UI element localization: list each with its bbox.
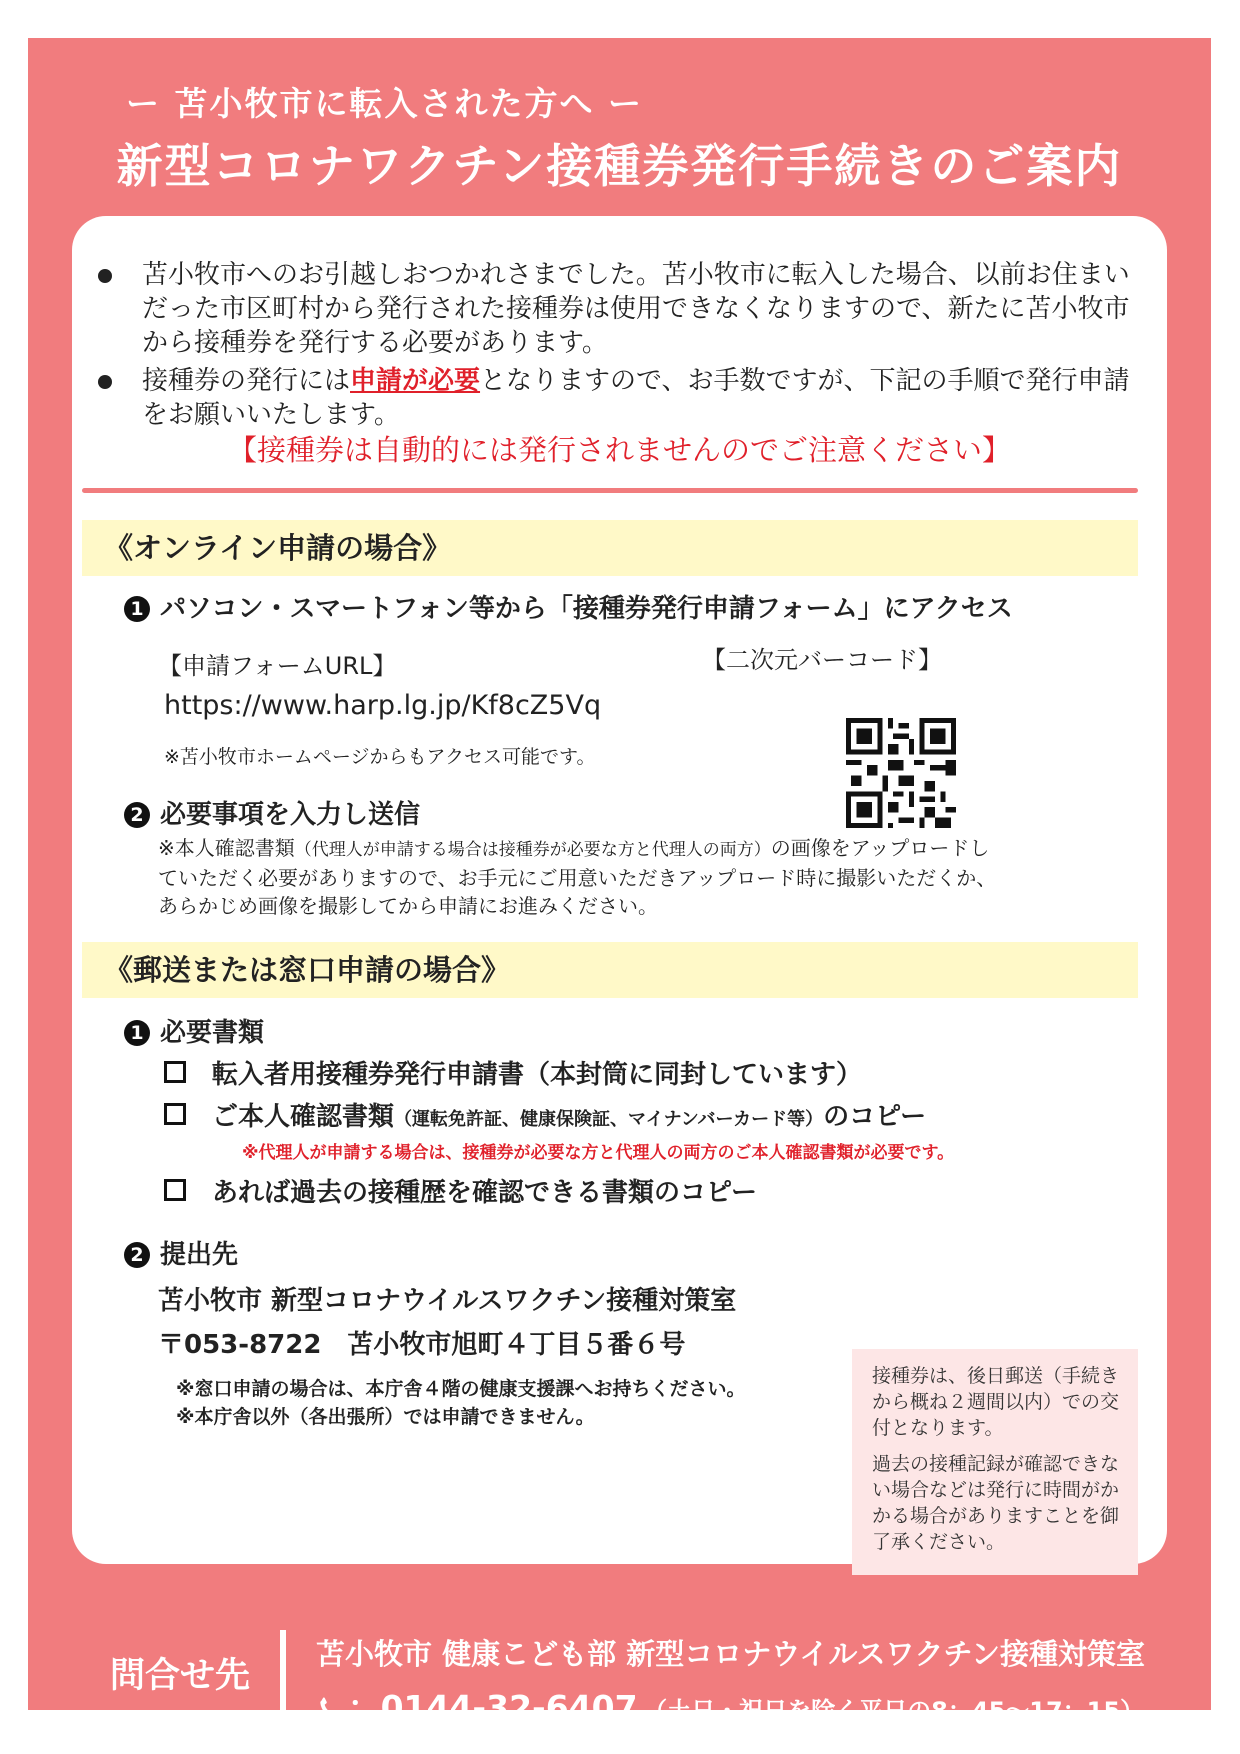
document-item-3-text: あれば過去の接種歴を確認できる書類のコピー [212, 1178, 757, 1208]
issuance-delay-note: 過去の接種記録が確認できない場合などは発行に時間がかかる場合がありますことを御了承ください。 [872, 1453, 1120, 1553]
document-item-2-text: ご本人確認書類 [212, 1102, 395, 1132]
qr-label: 【二次元バーコード】 [702, 646, 942, 674]
note-text: ※本人確認書類 [158, 836, 295, 860]
online-step-2-text: 必要事項を入力し送信 [160, 800, 421, 830]
intro-text-1: 苫小牧市へのお引越しおつかれさまでした。苫小牧市に転入した場合、以前お住まいだった市区町村から発行された接種券は使用できなくなりますので、新たに苫小牧市から接種券を発行する必要があります。 [142, 260, 1130, 358]
bullet-dot [98, 375, 112, 389]
submission-office: 苫小牧市 新型コロナウイルスワクチン接種対策室 [158, 1286, 737, 1316]
contact-label: 問合せ先 [110, 1656, 251, 1696]
mail-step-2-text: 提出先 [160, 1240, 239, 1270]
step-number-badge: 2 [124, 802, 150, 828]
note-text: の画像をアップロードしていただく必要がありますので、お手元にご用意いただきアップロード時に撮影いただくか、あらかじめ画像を撮影してから申請にお進みください。 [158, 836, 997, 918]
note-text-small: （代理人が申請する場合は接種券が必要な方と代理人の両方） [294, 840, 771, 860]
poster-frame [28, 38, 1211, 1727]
step-number-badge: 1 [124, 1020, 150, 1046]
phone-icon [316, 1693, 342, 1723]
document-item-1-text: 転入者用接種券発行申請書（本封筒に同封しています） [212, 1060, 863, 1090]
checkbox-icon [164, 1103, 186, 1125]
url-note: ※苫小牧市ホームページからもアクセス可能です。 [164, 746, 596, 768]
contact-phone-line [316, 1682, 1144, 1729]
page-title: 新型コロナワクチン接種券発行手続きのご案内 [116, 139, 1123, 193]
counter-note: ※窓口申請の場合は、本庁舎４階の健康支援課へお持ちください。 [176, 1378, 746, 1400]
document-item-2-suffix: のコピー [823, 1102, 927, 1132]
issuance-delivery-note: 接種券は、後日郵送（手続きから概ね２週間以内）での交付となります。 [872, 1365, 1120, 1439]
mail-step-1-text: 必要書類 [160, 1018, 265, 1048]
document-item-1 [164, 1054, 862, 1091]
qr-code[interactable] [846, 718, 956, 828]
branch-note: ※本庁舎以外（各出張所）では申請できません。 [176, 1406, 595, 1428]
step-number-badge: 2 [124, 1242, 150, 1268]
application-required-emphasis: 申請が必要 [350, 366, 481, 396]
document-item-3 [164, 1172, 757, 1209]
mail-step-2 [124, 1234, 238, 1271]
online-section-heading: 《オンライン申請の場合》 [82, 520, 1138, 576]
proxy-note: ※代理人が申請する場合は、接種券が必要な方と代理人の両方のご本人確認書類が必要です。 [242, 1143, 955, 1163]
online-step-1-text: パソコン・スマートフォン等から「接種券発行申請フォーム」にアクセス [160, 594, 1013, 624]
page-subtitle: ー 苫小牧市に転入された方へ ー [126, 84, 643, 123]
step-number-badge: 1 [124, 596, 150, 622]
intro-bullet-2 [142, 364, 1142, 432]
bullet-dot [98, 269, 112, 283]
document-item-2-examples: （運転免許証、健康保険証、マイナンバーカード等） [394, 1109, 824, 1130]
section-divider [82, 488, 1138, 493]
phone-number[interactable]: ：0144-32-6407 [347, 1688, 638, 1727]
office-hours: （土日・祝日を除く平日の8：45〜17：15） [643, 1697, 1145, 1725]
online-step-1 [124, 588, 1013, 625]
id-document-note [158, 834, 998, 920]
checkbox-icon [164, 1179, 186, 1201]
application-form-url[interactable]: https://www.harp.lg.jp/Kf8cZ5Vq [164, 690, 602, 721]
mail-step-1 [124, 1012, 264, 1049]
footer-divider [280, 1630, 286, 1722]
checkbox-icon [164, 1061, 186, 1083]
submission-address: 〒053-8722 苫小牧市旭町４丁目５番６号 [158, 1330, 686, 1360]
mail-section-heading: 《郵送または窓口申請の場合》 [82, 942, 1138, 998]
auto-issue-notice: 【接種券は自動的には発行されませんのでご注意ください】 [227, 433, 1011, 467]
document-item-2 [164, 1096, 926, 1133]
intro-bullet-1 [142, 258, 1142, 360]
intro-text-2b: となりますので、お手数ですが、下記の手順で発行申請をお願いいたします。 [142, 366, 1130, 430]
url-label: 【申請フォームURL】 [158, 652, 397, 680]
intro-text-2a: 接種券の発行には [142, 366, 351, 396]
online-step-2 [124, 794, 420, 831]
contact-department: 苫小牧市 健康こども部 新型コロナウイルスワクチン接種対策室 [316, 1637, 1146, 1671]
issuance-info-box [852, 1349, 1138, 1575]
